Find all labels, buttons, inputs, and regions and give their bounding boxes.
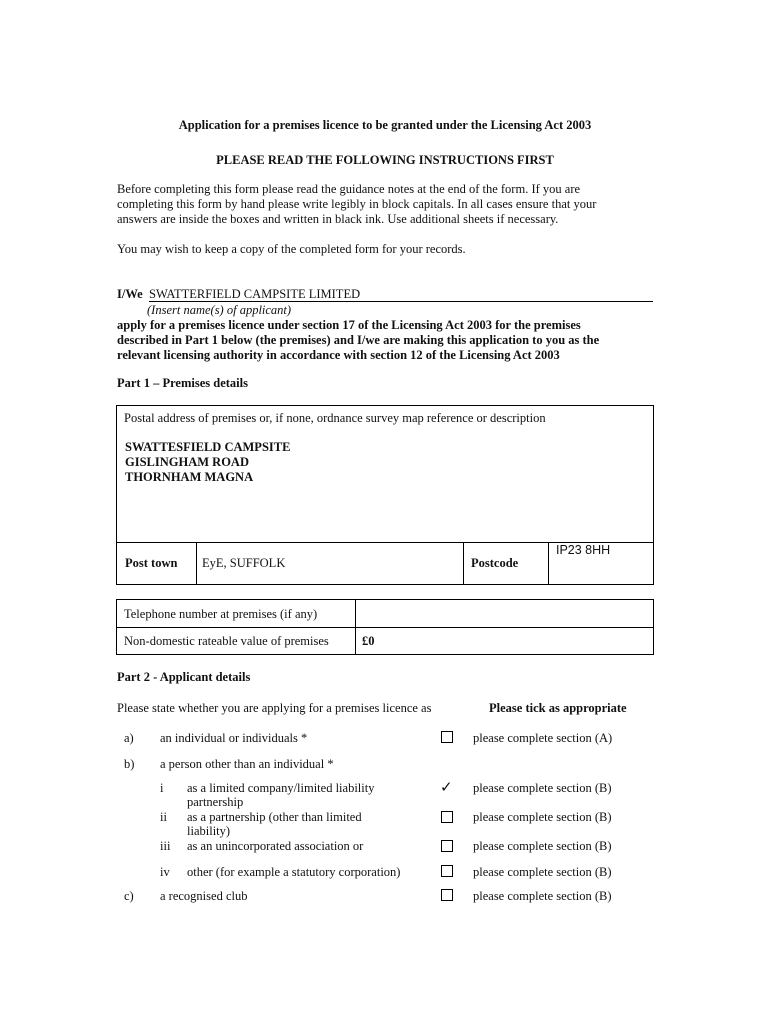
telephone-label: Telephone number at premises (if any) bbox=[124, 607, 318, 621]
applicant-name-underline bbox=[149, 301, 653, 302]
intro-line-3: answers are inside the boxes and written in black ink. Use additional sheets if necessary. bbox=[117, 212, 559, 226]
other-checkbox[interactable] bbox=[441, 865, 453, 877]
applicant-name-hint: (Insert name(s) of applicant) bbox=[147, 303, 292, 317]
part2-heading: Part 2 - Applicant details bbox=[117, 670, 251, 684]
post-town-divider bbox=[196, 542, 197, 584]
limited-company-checkmark[interactable]: ✓ bbox=[440, 778, 453, 796]
instructions-heading: PLEASE READ THE FOLLOWING INSTRUCTIONS FIRST bbox=[216, 153, 554, 167]
option-note: please complete section (B) bbox=[473, 889, 612, 903]
option-marker: b) bbox=[124, 757, 135, 771]
option-marker: c) bbox=[124, 889, 134, 903]
post-town-label: Post town bbox=[125, 556, 178, 570]
partnership-checkbox[interactable] bbox=[441, 811, 453, 823]
post-town-field[interactable]: EyE, SUFFOLK bbox=[202, 556, 286, 570]
option-unincorporated-label: as an unincorporated association or bbox=[187, 839, 364, 853]
option-other-label: other (for example a statutory corporation) bbox=[187, 865, 401, 879]
form-title: Application for a premises licence to be granted under the Licensing Act 2003 bbox=[178, 118, 592, 132]
address-line-2[interactable]: GISLINGHAM ROAD bbox=[125, 455, 249, 469]
option-note: please complete section (B) bbox=[473, 781, 612, 795]
applicant-type-question: Please state whether you are applying for a premises licence as bbox=[117, 701, 432, 715]
option-note: please complete section (B) bbox=[473, 839, 612, 853]
option-note: please complete section (B) bbox=[473, 810, 612, 824]
option-marker: ii bbox=[160, 810, 167, 824]
option-note: please complete section (B) bbox=[473, 865, 612, 879]
option-marker: i bbox=[160, 781, 164, 795]
intro-line-2: completing this form by hand please write legibly in block capitals. In all cases ensure that your bbox=[117, 197, 597, 211]
details-col-divider bbox=[355, 600, 356, 654]
recognised-club-checkbox[interactable] bbox=[441, 889, 453, 901]
statement-line-1: apply for a premises licence under section 17 of the Licensing Act 2003 for the premises bbox=[117, 318, 581, 332]
individual-checkbox[interactable] bbox=[441, 731, 453, 743]
statement-line-2: described in Part 1 below (the premises) and I/we are making this application to you as the bbox=[117, 333, 600, 347]
rateable-value-field[interactable]: £0 bbox=[362, 634, 375, 648]
option-marker: a) bbox=[124, 731, 134, 745]
keep-copy-note: You may wish to keep a copy of the completed form for your records. bbox=[117, 242, 466, 256]
postcode-label-divider bbox=[463, 542, 464, 584]
address-line-3[interactable]: THORNHAM MAGNA bbox=[125, 470, 254, 484]
statement-line-3: relevant licensing authority in accordance with section 12 of the Licensing Act 2003 bbox=[117, 348, 560, 362]
option-limited-company-label-cont: partnership bbox=[187, 795, 244, 809]
rateable-label: Non-domestic rateable value of premises bbox=[124, 634, 329, 648]
option-partnership-label: as a partnership (other than limited bbox=[187, 810, 362, 824]
option-note: please complete section (A) bbox=[473, 731, 613, 745]
address-line-1[interactable]: SWATTESFIELD CAMPSITE bbox=[125, 440, 291, 454]
address-label: Postal address of premises or, if none, ordnance survey map reference or description bbox=[124, 411, 546, 425]
postcode-label: Postcode bbox=[471, 556, 519, 570]
option-partnership-label-cont: liability) bbox=[187, 824, 231, 838]
part1-heading: Part 1 – Premises details bbox=[117, 376, 248, 390]
option-marker: iii bbox=[160, 839, 171, 853]
unincorporated-checkbox[interactable] bbox=[441, 840, 453, 852]
option-limited-company-label: as a limited company/limited liability bbox=[187, 781, 375, 795]
option-marker: iv bbox=[160, 865, 170, 879]
option-non-individual-label: a person other than an individual * bbox=[160, 757, 334, 771]
details-row-divider bbox=[117, 627, 653, 628]
option-recognised-club-label: a recognised club bbox=[160, 889, 248, 903]
option-individual-label: an individual or individuals * bbox=[160, 731, 308, 745]
tick-heading: Please tick as appropriate bbox=[489, 701, 627, 715]
intro-line-1: Before completing this form please read the guidance notes at the end of the form. If you are bbox=[117, 182, 581, 196]
applicant-name-field[interactable]: SWATTERFIELD CAMPSITE LIMITED bbox=[149, 287, 361, 301]
applicant-prefix: I/We bbox=[117, 287, 143, 301]
postcode-value-divider bbox=[548, 542, 549, 584]
postcode-field[interactable]: IP23 8HH bbox=[556, 543, 611, 557]
